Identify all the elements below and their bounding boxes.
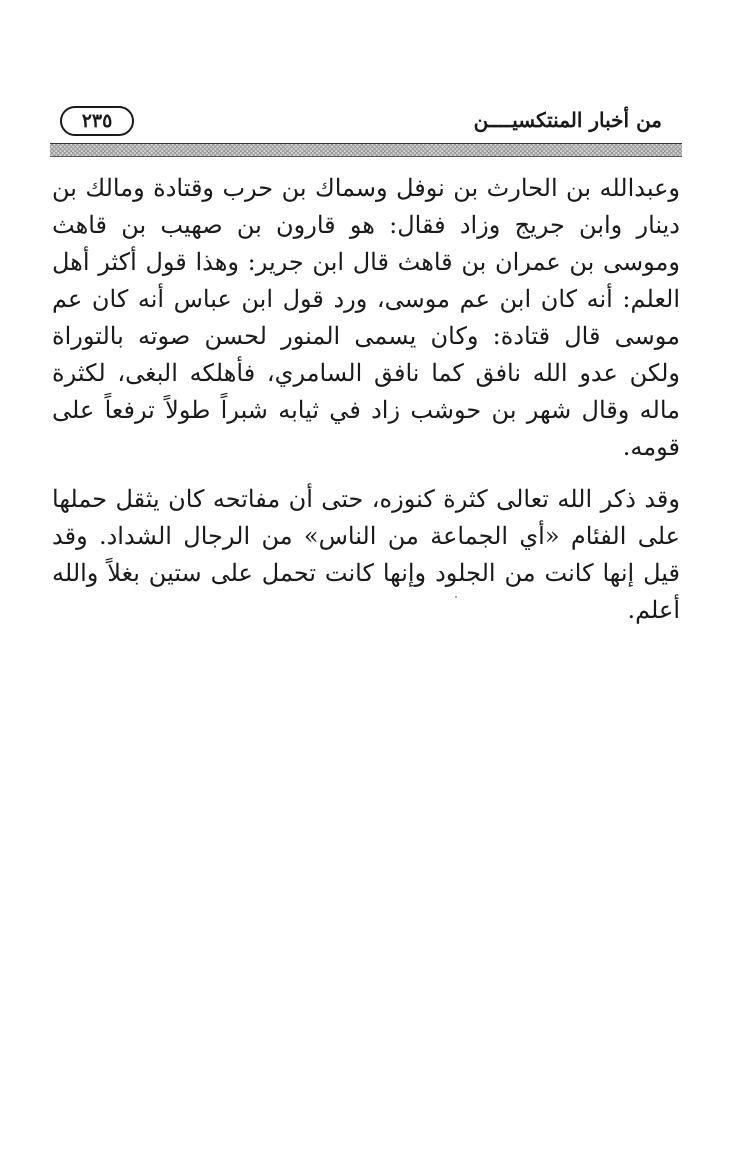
page-header: [50, 100, 682, 142]
page-number: ٢٣٥: [60, 106, 134, 136]
paragraph-2: وقد ذكر الله تعالى كثرة كنوزه، حتى أن مفاتحه كان يثقل حملها على الفئام «أي الجماعة من الناس» من الرجال الشداد. وقد قيل إنها كانت من الجلود وإنها كانت تحمل على ستين بغلاً والله أعلم.: [52, 485, 680, 624]
body-text: [52, 170, 680, 629]
page-speck: [455, 596, 457, 598]
paragraph-1: وعبدالله بن الحارث بن نوفل وسماك بن حرب وقتادة ومالك بن دينار وابن جريج وزاد فقال: هو قارون بن صهيب بن قاهث وموسى بن عمران بن قاهث قال ابن جرير: وهذا قول أكثر أهل العلم: أنه كان ابن عم موسى، ورد قول ابن عباس أنه كان عم موسى قال قتادة: وكان يسمى المنور لحسن صوته بالتوراة ولكن عدو الله نافق كما نافق السامري، فأهلكه البغى، لكثرة ماله وقال شهر بن حوشب زاد في ثيابه شبراً طولاً ترفعاً على قومه.: [52, 174, 680, 461]
header-rule: [50, 143, 682, 157]
running-title: من أخبار المنتكسيــــن: [473, 108, 662, 132]
